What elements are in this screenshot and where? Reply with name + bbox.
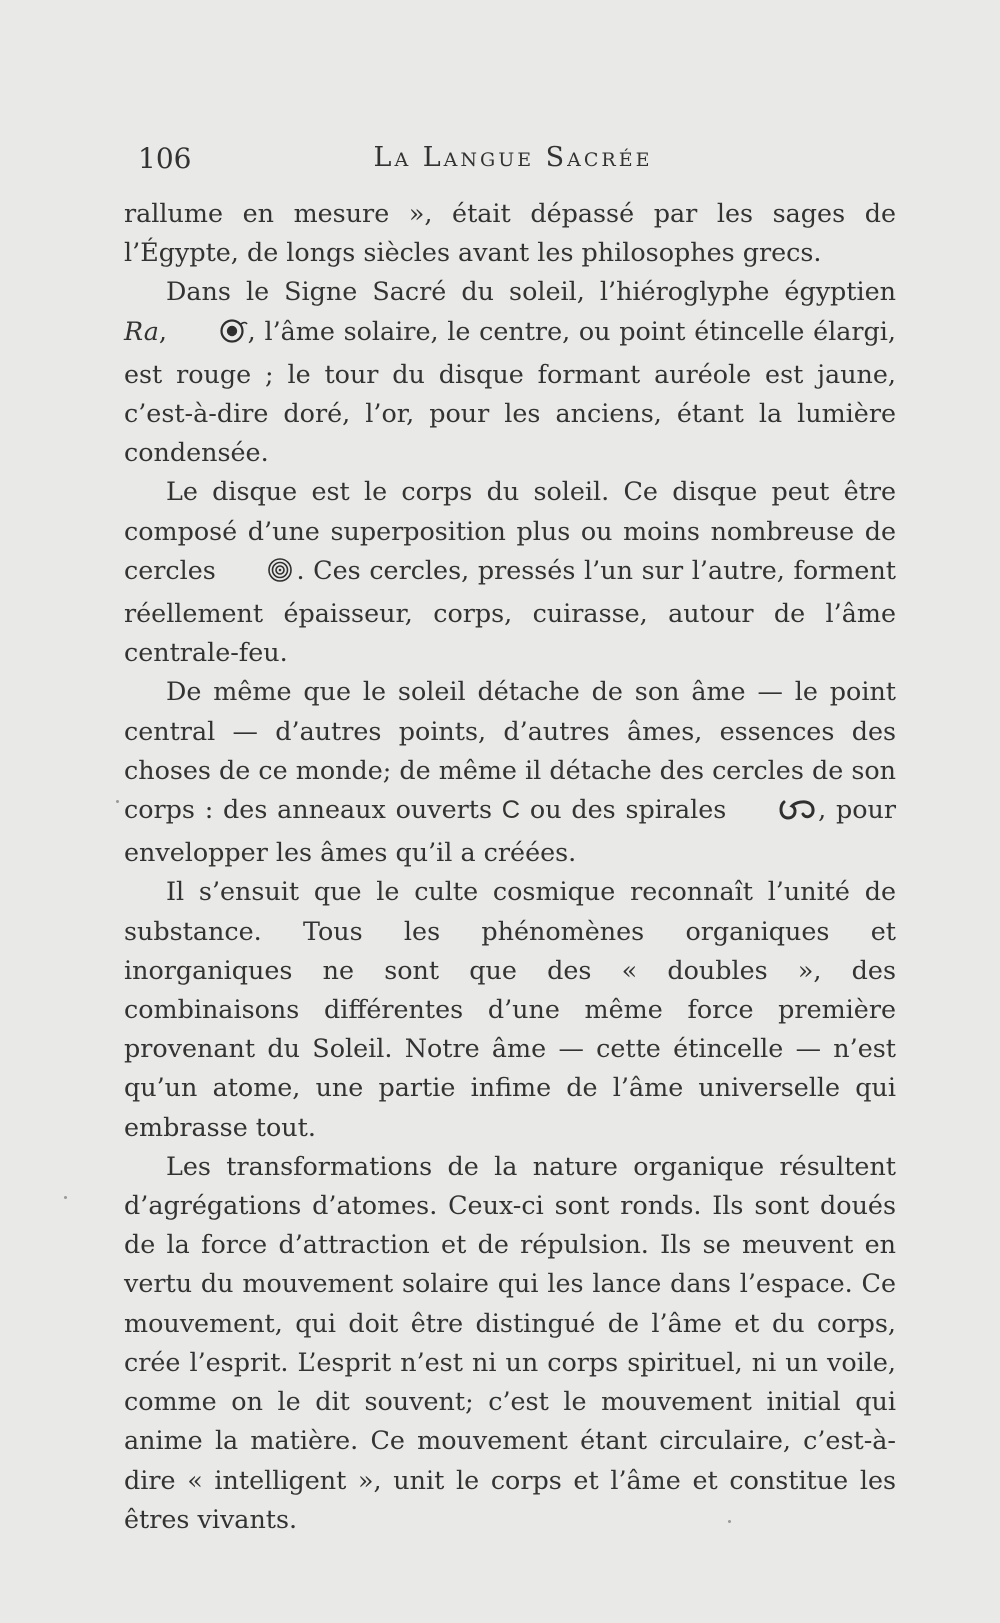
paper-speck [64,1196,67,1199]
open-ring-letter: C [501,796,521,825]
paragraph-2: Dans le Signe Sacré du soleil, l’hiéroglyphe égyptien Ra, , l’âme solaire, le centre, ou point étincelle élargi, est rouge ; le tour du disque formant auréole est jaune, c’est-à-dire doré, l’or, pour les anciens, étant la lumière condensée. [124,276,897,468]
dotted-circle-icon [176,316,248,355]
spiral-icon [736,794,818,833]
paragraph-1: rallume en mesure », était dépassé par les sages de l’Égypte, de longs siècles avant les philosophes grecs. [124,198,896,268]
paragraph-4: De même que le soleil détache de son âme — le point central — d’autres points, d’autres âmes, essences des choses de ce monde; de même il détache des cercles de son corps : des anneaux ouverts C ou des spirales , pour envelopper les âmes qu’il a créées. [124,676,896,868]
paper-speck [116,800,119,803]
paper-speck [728,1520,731,1523]
running-title: La Langue Sacrée [373,142,653,173]
concentric-circles-icon [224,555,296,594]
running-head [138,142,888,182]
paragraph-3: Le disque est le corps du soleil. Ce disque peut être composé d’une superposition plus ou moins nombreuse de cercles . Ces cercles, pressés l’un sur l’autre, forment réellement épaisseur, corps, cuirasse, autour de l’âme centrale-feu. [124,476,897,668]
page-number: 106 [138,142,192,175]
ra-word: Ra [124,315,159,346]
paragraph-6: Les transformations de la nature organique résultent d’agrégations d’atomes. Ceux-ci sont ronds. Ils sont doués de la force d’attraction et de répulsion. Ils se meuvent en vertu du mouvement solaire qui les lance dans l’espace. Ce mouvement, qui doit être distingué de l’âme et du corps, crée l’esprit. L’esprit n’est ni un corps spirituel, ni un voile, comme on le dit souvent; c’est le mouvement initial qui anime la matière. Ce mouvement étant circulaire, c’est-à-dire « intelligent », unit le corps et l’âme et constitue les êtres vivants. [124,1150,896,1534]
body-text [124,194,896,1539]
paragraph-5: Il s’ensuit que le culte cosmique reconnaît l’unité de substance. Tous les phénomènes organiques et inorganiques ne sont que des « doubles », des combinaisons différentes d’une même force première provenant du Soleil. Notre âme — cette étincelle — n’est qu’un atome, une partie infime de l’âme universelle qui embrasse tout. [124,876,896,1142]
